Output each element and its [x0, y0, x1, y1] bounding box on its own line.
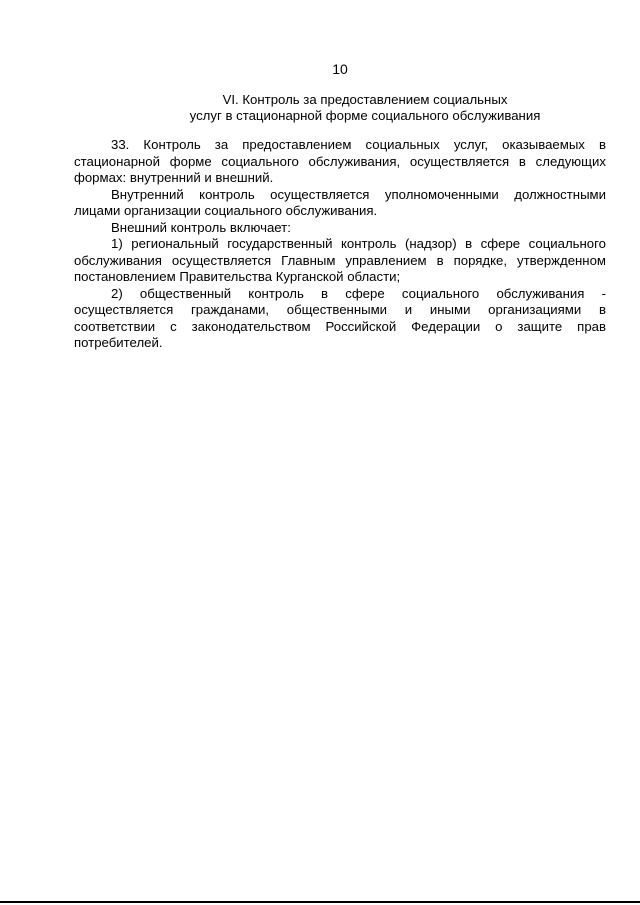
document-body [74, 137, 606, 352]
section-title-line-2: услуг в стационарной форме социального обслуживания [189, 108, 541, 123]
page-number: 10 [332, 61, 348, 77]
list-item-1: 1) региональный государственный контроль (надзор) в сфере социального обслуживания осуществляется Главным управлением в порядке, утвержденном постановлением Правительства Курганской области; [74, 236, 606, 284]
list-item-2: 2) общественный контроль в сфере социального обслуживания - осуществляется гражданами, общественными и иными организациями в соответствии с законодательством Российской Федерации о защите прав потребителей. [74, 285, 606, 350]
section-title-line-1: VI. Контроль за предоставлением социальных [222, 92, 508, 107]
section-title [150, 92, 580, 124]
scan-edge-line [0, 901, 640, 903]
paragraph-external-control: Внешний контроль включает: [111, 219, 291, 235]
paragraph-internal-control: Внутренний контроль осуществляется уполномоченными должностными лицами организации социального обслуживания. [74, 186, 606, 218]
paragraph-33: 33. Контроль за предоставлением социальных услуг, оказываемых в стационарной форме социального обслуживания, осуществляется в следующих формах: внутренний и внешний. [74, 137, 606, 185]
